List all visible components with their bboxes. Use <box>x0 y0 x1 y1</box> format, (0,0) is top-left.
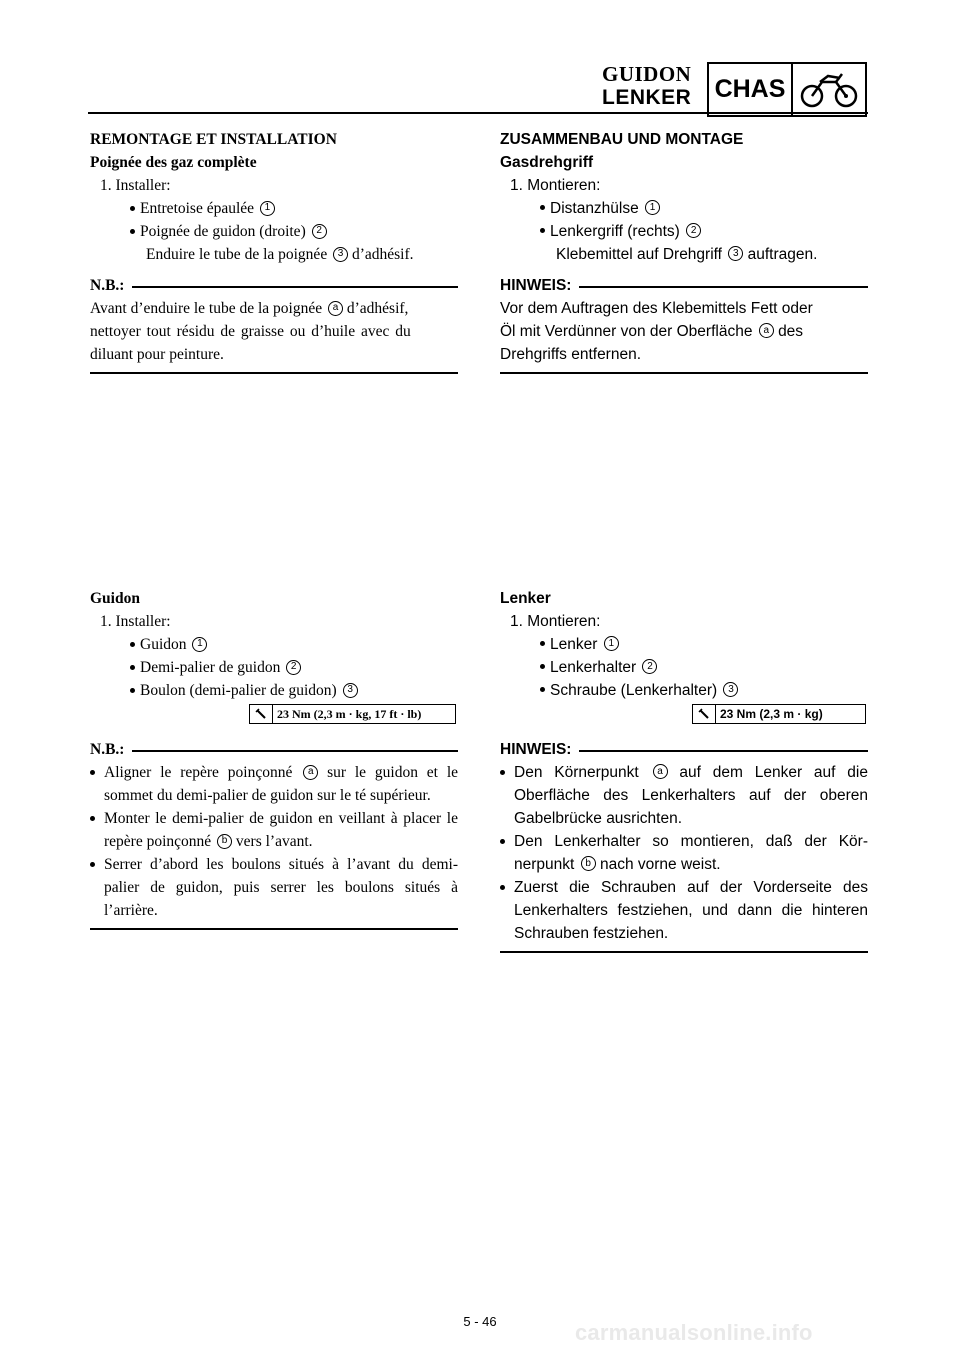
fr-note2-item-2 <box>90 807 458 853</box>
ref-letter: a <box>653 764 668 779</box>
ref-number: 1 <box>192 637 207 652</box>
fr-note2-header <box>90 738 458 761</box>
ref-number: 3 <box>723 682 738 697</box>
de-subheading-throttle: Gasdrehgriff <box>500 154 594 171</box>
fr-note2-item-1-end: sur le guidon et le sommet du demi-palier de guidon sur le té supérieur. <box>104 764 459 804</box>
fr-note2-item-1 <box>90 761 458 807</box>
torque-spec <box>249 704 456 724</box>
fr-note2-item-3 <box>90 853 458 922</box>
note-end-rule <box>90 928 458 930</box>
fr-note2-item-1-text: Aligner le repère poinçonné <box>104 764 293 781</box>
ref-number: 2 <box>642 659 657 674</box>
de-heading: ZUSAMMENBAU UND MONTAGE <box>500 131 744 148</box>
section-badge-label: CHAS <box>709 64 793 115</box>
fr-note-header <box>90 274 458 297</box>
de-section-reassembly <box>500 128 868 374</box>
ref-number: 1 <box>260 201 275 216</box>
bullet-icon <box>90 770 95 775</box>
header-rule <box>88 112 868 114</box>
fr-note2-label: N.B.: <box>90 741 125 758</box>
note-end-rule <box>500 372 868 374</box>
de-grip-note-text: Klebemittel auf Drehgriff <box>556 246 722 263</box>
fr-step-install-2: 1. Installer: <box>100 613 171 630</box>
ref-letter: a <box>759 323 774 338</box>
de-step-install: 1. Montieren: <box>510 177 601 194</box>
fr-item-grip-note <box>90 243 458 266</box>
torque-wrench-icon <box>693 705 716 723</box>
fr-note-text-end: d’adhésif, <box>346 300 409 317</box>
note-end-rule <box>500 951 868 953</box>
bullet-icon <box>540 641 545 646</box>
de-note-header <box>500 274 868 297</box>
ref-number: 2 <box>286 660 301 675</box>
fr-note2-item-3-text: Serrer d’abord les boulons situés à l’avant du demi-palier de guidon, puis serrer les boulons situés à l’arrière. <box>104 856 458 919</box>
ref-number: 1 <box>645 200 660 215</box>
fr-note-label: N.B.: <box>90 277 125 294</box>
de-note2-item-2 <box>500 830 868 876</box>
ref-number: 2 <box>312 224 327 239</box>
de-note2-item-1-end: auf dem Lenker auf die Oberfläche des Lenkerhalters auf der oberen Gabelbrücke ausrichten. <box>514 764 868 827</box>
ref-number: 3 <box>333 247 348 262</box>
header-title-fr: GUIDON <box>602 62 692 86</box>
de-step-install-2: 1. Montieren: <box>510 613 601 630</box>
de-subheading-handlebar: Lenker <box>500 590 551 607</box>
de-note-label: HINWEIS: <box>500 277 572 294</box>
torque-wrench-icon <box>250 705 273 723</box>
note-rule <box>132 750 458 752</box>
bullet-icon <box>130 206 135 211</box>
de-torque-row <box>500 702 868 724</box>
bullet-icon <box>500 770 505 775</box>
de-note-line-2 <box>500 320 868 343</box>
ref-number: 1 <box>604 636 619 651</box>
bullet-icon <box>90 862 95 867</box>
fr-note-line <box>90 297 458 320</box>
page-number: 5 - 46 <box>463 1314 497 1329</box>
fr-item-handlebar-text: Guidon <box>140 636 187 653</box>
torque-spec <box>692 704 866 724</box>
fr-subheading-throttle: Poignée des gaz complète <box>90 154 257 171</box>
header-title-de: LENKER <box>602 86 692 109</box>
fr-note-text: Avant d’enduire le tube de la poignée <box>90 300 323 317</box>
bullet-icon <box>540 687 545 692</box>
note-rule <box>132 286 458 288</box>
bullet-icon <box>500 885 505 890</box>
bullet-icon <box>90 816 95 821</box>
de-item-grip <box>500 220 868 243</box>
fr-item-grip-text: Poignée de guidon (droite) <box>140 223 306 240</box>
de-note-text: Öl mit Verdünner von der Oberfläche <box>500 323 753 340</box>
fr-subheading-handlebar: Guidon <box>90 590 140 607</box>
torque-value: 23 Nm (2,3 m · kg) <box>720 707 823 721</box>
fr-item-holder <box>90 656 458 679</box>
de-item-collar-text: Distanzhülse <box>550 200 639 217</box>
de-item-holder-text: Lenkerhalter <box>550 659 637 676</box>
motorcycle-icon <box>793 64 865 115</box>
bullet-icon <box>540 664 545 669</box>
fr-item-holder-text: Demi-palier de guidon <box>140 659 281 676</box>
section-badge <box>707 62 867 117</box>
watermark: carmanualsonline.info <box>575 1320 813 1345</box>
de-note2-item-2-end: nach vorne weist. <box>599 856 721 873</box>
de-grip-note-end: auftragen. <box>747 246 818 263</box>
bullet-icon <box>130 688 135 693</box>
de-note2-label: HINWEIS: <box>500 741 572 758</box>
de-item-handlebar-text: Lenker <box>550 636 598 653</box>
de-note2-item-1 <box>500 761 868 830</box>
fr-step-install: 1. Installer: <box>100 177 171 194</box>
de-item-collar <box>500 197 868 220</box>
de-item-bolt <box>500 679 868 702</box>
fr-item-bolt <box>90 679 458 702</box>
fr-item-bolt-text: Boulon (demi-palier de guidon) <box>140 682 337 699</box>
fr-note-line-3: diluant pour peinture. <box>90 346 224 363</box>
de-section-handlebar <box>500 587 868 953</box>
fr-item-collar-text: Entretoise épaulée <box>140 200 255 217</box>
note-end-rule <box>90 372 458 374</box>
fr-note-line-2: nettoyer tout résidu de graisse ou d’huile avec du <box>90 323 411 340</box>
de-item-bolt-text: Schraube (Lenkerhalter) <box>550 682 718 699</box>
ref-number: 3 <box>728 246 743 261</box>
fr-note2-item-2-text: Monter le demi-palier de guidon en veillant à placer le repère poinçonné <box>104 810 458 850</box>
bullet-icon <box>130 665 135 670</box>
ref-number: 3 <box>343 683 358 698</box>
de-note2-item-3 <box>500 876 868 945</box>
de-note2-header <box>500 738 868 761</box>
ref-letter: a <box>328 301 343 316</box>
note-rule <box>579 286 868 288</box>
ref-letter: a <box>303 765 318 780</box>
fr-grip-note-text: Enduire le tube de la poignée <box>146 246 328 263</box>
de-note2-item-2-text: Den Lenkerhalter so montieren, daß der Körnerpunkt <box>514 833 868 873</box>
de-note-line-1: Vor dem Auftragen des Klebemittels Fett oder <box>500 300 813 317</box>
bullet-icon <box>130 229 135 234</box>
fr-item-collar <box>90 197 458 220</box>
ref-letter: b <box>581 856 596 871</box>
de-item-grip-text: Lenkergriff (rechts) <box>550 223 680 240</box>
bullet-icon <box>540 205 545 210</box>
de-item-handlebar <box>500 633 868 656</box>
de-item-grip-note <box>500 243 868 266</box>
fr-item-handlebar <box>90 633 458 656</box>
de-note-text-end: des <box>778 323 804 340</box>
torque-value: 23 Nm (2,3 m · kg, 17 ft · lb) <box>277 707 422 721</box>
fr-section-handlebar <box>90 587 458 930</box>
fr-torque-row <box>90 702 458 724</box>
note-rule <box>579 750 868 752</box>
fr-grip-note-end: d’adhésif. <box>351 246 414 263</box>
ref-letter: b <box>217 834 232 849</box>
fr-item-grip <box>90 220 458 243</box>
bullet-icon <box>540 228 545 233</box>
de-item-holder <box>500 656 868 679</box>
fr-section-reassembly <box>90 128 458 374</box>
bullet-icon <box>500 839 505 844</box>
fr-note2-item-2-end: vers l’avant. <box>235 833 313 850</box>
de-note2-item-3-text: Zuerst die Schrauben auf der Vorderseite des Lenkerhalters festziehen, und dann die hinteren Schrauben festziehen. <box>514 879 868 942</box>
de-note-line-3: Drehgriffs entfernen. <box>500 346 642 363</box>
de-note2-item-1-text: Den Körnerpunkt <box>514 764 639 781</box>
ref-number: 2 <box>686 223 701 238</box>
bullet-icon <box>130 642 135 647</box>
fr-heading: REMONTAGE ET INSTALLATION <box>90 131 337 148</box>
